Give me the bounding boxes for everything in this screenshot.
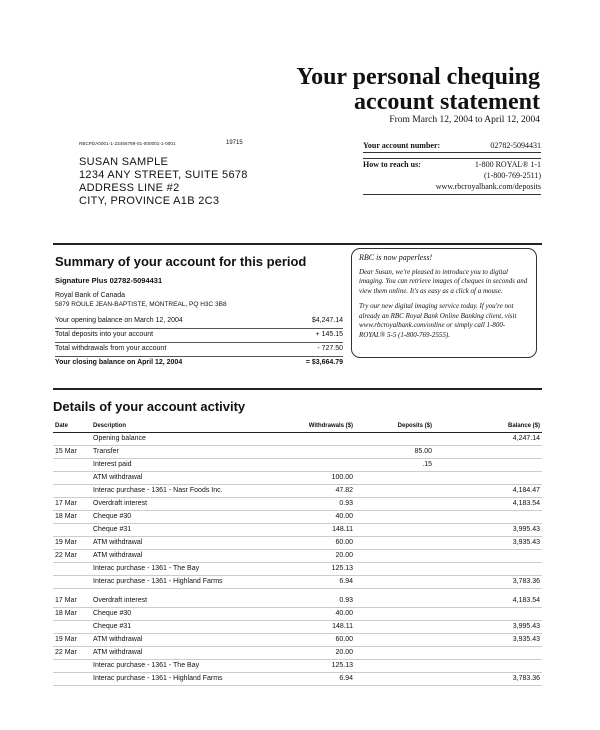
col-balance-header: Balance ($) [507, 423, 540, 429]
col-description-header: Description [93, 423, 127, 429]
activity-balance: 3,783.36 [512, 675, 540, 682]
activity-balance: 4,247.14 [512, 435, 540, 442]
activity-description: ATM withdrawal [93, 636, 143, 643]
summary-value: $4,247.14 [311, 317, 343, 324]
activity-description: Interac purchase - 1361 - The Bay [93, 662, 200, 669]
activity-row [53, 608, 542, 621]
activity-balance: 3,935.43 [512, 636, 540, 643]
activity-date: 22 Mar [55, 649, 77, 656]
activity-description: Cheque #31 [93, 623, 132, 630]
activity-date: 19 Mar [55, 636, 77, 643]
activity-description: Interest paid [93, 461, 132, 468]
address-line: 1234 ANY STREET, SUITE 5678 [79, 169, 248, 181]
summary-row [55, 329, 343, 343]
activity-withdrawal: 20.00 [335, 649, 353, 656]
info-divider [363, 158, 541, 159]
activity-row [53, 446, 542, 459]
summary-label: Total withdrawals from your account [55, 345, 167, 352]
activity-withdrawal: 0.93 [339, 500, 353, 507]
statement-title-line2: account statement [354, 89, 540, 115]
activity-withdrawal: 60.00 [335, 539, 353, 546]
summary-label: Your opening balance on March 12, 2004 [55, 317, 183, 324]
activity-withdrawal: 100.00 [331, 474, 353, 481]
activity-description: Opening balance [93, 435, 146, 442]
activity-description: Cheque #31 [93, 526, 132, 533]
reach-us-row-3 [363, 181, 541, 192]
activity-row [53, 485, 542, 498]
activity-description: Overdraft interest [93, 597, 148, 604]
promo-heading: RBC is now paperless! [359, 253, 433, 262]
activity-description: Interac purchase - 1361 - Highland Farms [93, 578, 223, 585]
summary-closing-row [55, 357, 343, 370]
col-withdrawals-header: Withdrawals ($) [308, 423, 353, 429]
activity-balance: 4,183.54 [512, 597, 540, 604]
reach-us-row-2 [363, 170, 541, 181]
account-number-label: Your account number: [363, 141, 441, 150]
activity-date: 18 Mar [55, 513, 77, 520]
account-info [363, 140, 541, 192]
activity-header-row [53, 420, 542, 433]
activity-withdrawal: 148.11 [332, 526, 353, 533]
activity-description: Transfer [93, 448, 119, 455]
summary-value: - 727.50 [317, 345, 343, 352]
activity-date: 22 Mar [55, 552, 77, 559]
activity-row [53, 472, 542, 485]
reach-us-label: How to reach us: [363, 160, 421, 169]
activity-row [53, 511, 542, 524]
activity-row [53, 660, 542, 673]
reach-us-phone2: (1-800-769-2511) [483, 171, 541, 180]
document-code: RBCPDA0001-1-23456789-01-000001-1-0001 [79, 141, 176, 146]
summary-value: + 145.15 [315, 331, 343, 338]
activity-table [53, 420, 542, 686]
activity-description: Overdraft interest [93, 500, 148, 507]
activity-row [53, 621, 542, 634]
details-heading: Details of your account activity [53, 399, 246, 414]
bank-name: Royal Bank of Canada [55, 292, 126, 299]
reach-us-phone1: 1-800 ROYAL® 1-1 [474, 160, 541, 169]
summary-label: Your closing balance on April 12, 2004 [55, 359, 183, 366]
activity-row [53, 524, 542, 537]
activity-date: 18 Mar [55, 610, 77, 617]
summary-row [55, 315, 343, 329]
section-rule [53, 388, 542, 390]
statement-title-line1: Your personal chequing [296, 64, 540, 90]
summary-account: Signature Plus 02782-5094431 [55, 276, 163, 285]
activity-date: 15 Mar [55, 448, 77, 455]
activity-row [53, 595, 542, 608]
activity-row [53, 647, 542, 660]
activity-date: 19 Mar [55, 539, 77, 546]
activity-description: ATM withdrawal [93, 552, 143, 559]
activity-withdrawal: 125.13 [331, 662, 353, 669]
activity-description: ATM withdrawal [93, 539, 143, 546]
activity-row [53, 498, 542, 511]
document-number: 19715 [226, 140, 243, 146]
activity-description: Cheque #30 [93, 513, 132, 520]
activity-withdrawal: 20.00 [335, 552, 353, 559]
activity-description: ATM withdrawal [93, 649, 143, 656]
activity-withdrawal: 6.94 [339, 578, 353, 585]
activity-description: Interac purchase - 1361 - The Bay [93, 565, 200, 572]
activity-balance: 3,995.43 [512, 526, 540, 533]
activity-withdrawal: 60.00 [335, 636, 353, 643]
activity-description: ATM withdrawal [93, 474, 143, 481]
summary-row [55, 343, 343, 357]
address-line: CITY, PROVINCE A1B 2C3 [79, 195, 220, 207]
activity-deposit: 85.00 [414, 448, 432, 455]
activity-balance: 3,783.36 [512, 578, 540, 585]
activity-row [53, 537, 542, 550]
activity-row [53, 576, 542, 589]
promo-paragraph: Try our new digital imaging service today. If you're not already an RBC Royal Bank Online Banking client, visit www.rbcroyalbank.com/online or simply call 1-800-ROYAL® 5-5 (1-800-769-2555). [359, 302, 517, 339]
summary-label: Total deposits into your account [55, 331, 154, 338]
promo-paragraph: Dear Susan, we're pleased to introduce you to digital imaging. You can retrieve images of cheques in seconds and view them online. It's as easy as a click of a mouse. [359, 267, 528, 295]
activity-withdrawal: 40.00 [335, 513, 353, 520]
activity-row [53, 563, 542, 576]
reach-us-row [363, 159, 541, 170]
statement-period: From March 12, 2004 to April 12, 2004 [389, 115, 540, 125]
activity-balance: 4,183.54 [512, 500, 540, 507]
activity-description: Interac purchase - 1361 - Highland Farms [93, 675, 223, 682]
activity-withdrawal: 47.82 [335, 487, 353, 494]
activity-withdrawal: 148.11 [332, 623, 353, 630]
info-divider [363, 152, 541, 153]
activity-row [53, 433, 542, 446]
activity-withdrawal: 6.94 [339, 675, 353, 682]
activity-withdrawal: 40.00 [335, 610, 353, 617]
address-line: SUSAN SAMPLE [79, 156, 169, 168]
activity-balance: 4,184.47 [512, 487, 540, 494]
activity-row [53, 673, 542, 686]
activity-row [53, 550, 542, 563]
activity-description: Interac purchase - 1361 - Nasr Foods Inc. [93, 487, 223, 494]
col-date-header: Date [55, 423, 69, 429]
summary-value: = $3,664.79 [305, 359, 343, 366]
activity-date: 17 Mar [55, 500, 77, 507]
activity-withdrawal: 0.93 [339, 597, 353, 604]
bank-address: 5879 ROULE JEAN-BAPTISTE, MONTREAL, PQ H3C 3B8 [55, 301, 227, 308]
activity-withdrawal: 125.13 [331, 565, 353, 572]
activity-description: Cheque #30 [93, 610, 132, 617]
paperless-promo-box [351, 248, 537, 358]
col-deposits-header: Deposits ($) [397, 423, 432, 429]
summary-heading: Summary of your account for this period [55, 254, 307, 269]
section-rule [53, 243, 542, 245]
account-number-row [363, 140, 541, 151]
activity-deposit: .15 [422, 461, 432, 468]
account-number-value: 02782-5094431 [490, 141, 541, 150]
activity-balance: 3,995.43 [512, 623, 540, 630]
activity-row [53, 634, 542, 647]
address-line: ADDRESS LINE #2 [79, 182, 180, 194]
summary-table [55, 315, 343, 370]
activity-row [53, 459, 542, 472]
reach-us-website[interactable]: www.rbcroyalbank.com/deposits [435, 182, 541, 191]
customer-address [79, 156, 248, 208]
info-divider [363, 194, 541, 195]
activity-date: 17 Mar [55, 597, 77, 604]
activity-balance: 3,935.43 [512, 539, 540, 546]
